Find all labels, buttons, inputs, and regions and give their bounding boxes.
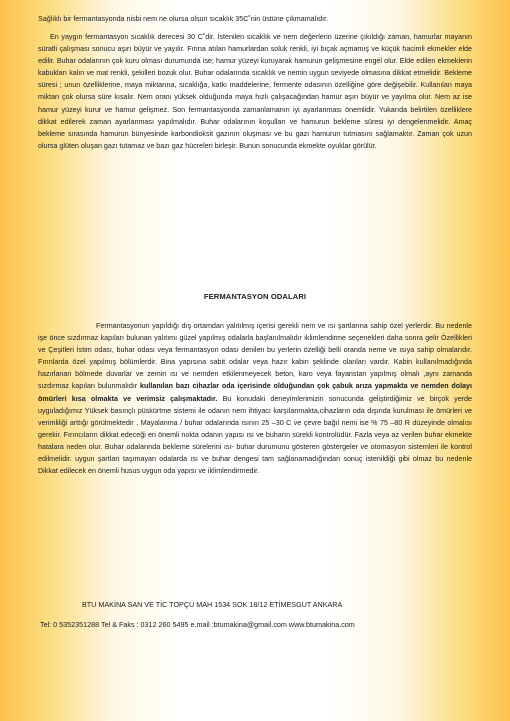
- intro-paragraph: Sağlıklı bir fermantasyonda nisbi nem ne olursa olsun sıcaklık 35C˚nin üstüne çıkmamalıdır.: [38, 15, 329, 23]
- footer-address: BTU MAKİNA SAN VE TİC TOPÇU MAH 1534 SOK 18/12 ETİMESGUT ANKARA: [82, 600, 343, 609]
- section-heading: FERMANTASYON ODALARI: [203, 292, 307, 301]
- fermentation-paragraph: En yaygın fermantasyon sıcaklık derecesi 30 C˚dir. İstenilen sıcaklık ve nem değerlerin üzerine çıkıldığı zaman, hamurlar mayanın süratli çalışması sonucu aşırı büyür ve yayılır. Fırına atılan hamurlardan soluk renkli, iyi bıçak açmamış ve küçük hacimli ekmekler elde edilir. Buhar odalarının çok kuru olması durumunda ise; hamur yüzeyi kuruyarak hamurun gelişmesine engel olur. Elde edilen ekmeklerin kabukları kalın ve mat renkli, şekilleri bozuk olur. Buhar odalarında sıcaklık ve nemin uygun seviyede olmasına dikkat etmelidir. Bekleme süresi ; unun özelliklerine, maya miktarına, sıcaklığa, katkı maddelerine, fermente odasının özelliğine göre değişebilir. Kullanılan maya miktarı çok olursa süre kısalır. Nem oranı yüksek olduğunda maya hızlı çalışacağından hamur aşırı büyür ve yayılma olur. Nem az ise hamur yüzeyi kurur ve hamur gelişmez. Son fermantasyonda zamanlamanın iyi ayarlanması önemlidir. Yukarıda belirtilen özelliklere dikkat edilerek zaman ayarlanması yapılmalıdır. Buhar odalarının koşulları ve hamurun bekleme süresi iyi dengelenmelidir. Amaç bekleme sırasında hamurun bünyesinde karbondioksit gazının oluşması ve bu gazı hamurun tutmasını sağlamaktır. Zaman çok uzun olursa glüten oluşan gazı tutamaz ve bazı gaz hücreleri birleşir. Bunun sonucunda ekmekte oyuklar görülür.: [38, 33, 472, 150]
- rooms-paragraph-part2: Bu konudaki deneyimlerimizin sonucunda geliştirdiğimiz ve birçok yerde uyguladığımız Yüksek basınçlı püskürtme sistemi ile odanın nem ihtiyacı karşılanmakta,cihazların oda dışında kurulması ile ömürleri ve verimliliği arttığı görülmektedir . Mayalanma / buhar odalarında ısının 25 –30 C ve çevre bağıl nemi ise % 75 –80 R düzeyinde olmalısı gerekir. Fırıncıların dikkat edeceği en önemli nokta odanın yapısı ısı ve buharın sürekli kontrolüdür. Fazla veya az verilen buhar ekmekte hatalara neden olur. Buhar odalarında bekleme sürelerini ısı- buhar durumunu gösteren göstergeler ve otomasyon sistemleri ile kontrol edilmelidir. uygun şartları taşımayan odalarda ısı ve buhar dengesi tam sağlanamadığından sonuç istenildiği gibi olmaz bu nedenle Dikkat edilecek en önemli husus uygun oda yapısı ve iklimlendirmedir.: [38, 394, 472, 476]
- rooms-paragraph-part1: Fermantasyonun yapıldığı dış ortamdan yalıtılmış içerisi gerekli nem ve ısı şartlarına sahip özel yerlerdir. Bu nedenle işe önce sızdırmaz kapıları bulunan yalıtımı güzel yapılmış odalarla başlanılmalıdır iklimlendirme seçenekleri daha sonra gelir Özellikleri ve Çeşitleri İstim odası, buhar odası veya fermantasyon odası denilen bu yerlerin özelliği belli oranda neme ve ısıya sahip olmalarıdır. Fırınlarda özel yapılmış bölümlerdir. Bina yapısına sabit odalar veya hazır kabin şeklinde olanları vardır. Kabin kullanılmadığında hazırlanan bölmede duvarlar ve zemin ısı ve nemden etkilenmeyecek beton, karo veya fayanstan yapılmış olmalı ,aynı zamanda sızdırmaz kapıları bulunmalıdır: [38, 322, 472, 391]
- footer-contact: Tel: 0 5352351288 Tel & Faks : 0312 260 5495 e.mail :btumakina@gmail.com www.btumakina.com: [40, 620, 355, 629]
- rooms-paragraph: [38, 320, 472, 477]
- rooms-paragraph-bold: kullanılan bazı cihazlar oda içerisinde olduğundan çok çabuk arıza yapmakta ve nemden dolayı ömürleri kısa olmakta ve verimsiz çalışmaktadır.: [38, 382, 472, 403]
